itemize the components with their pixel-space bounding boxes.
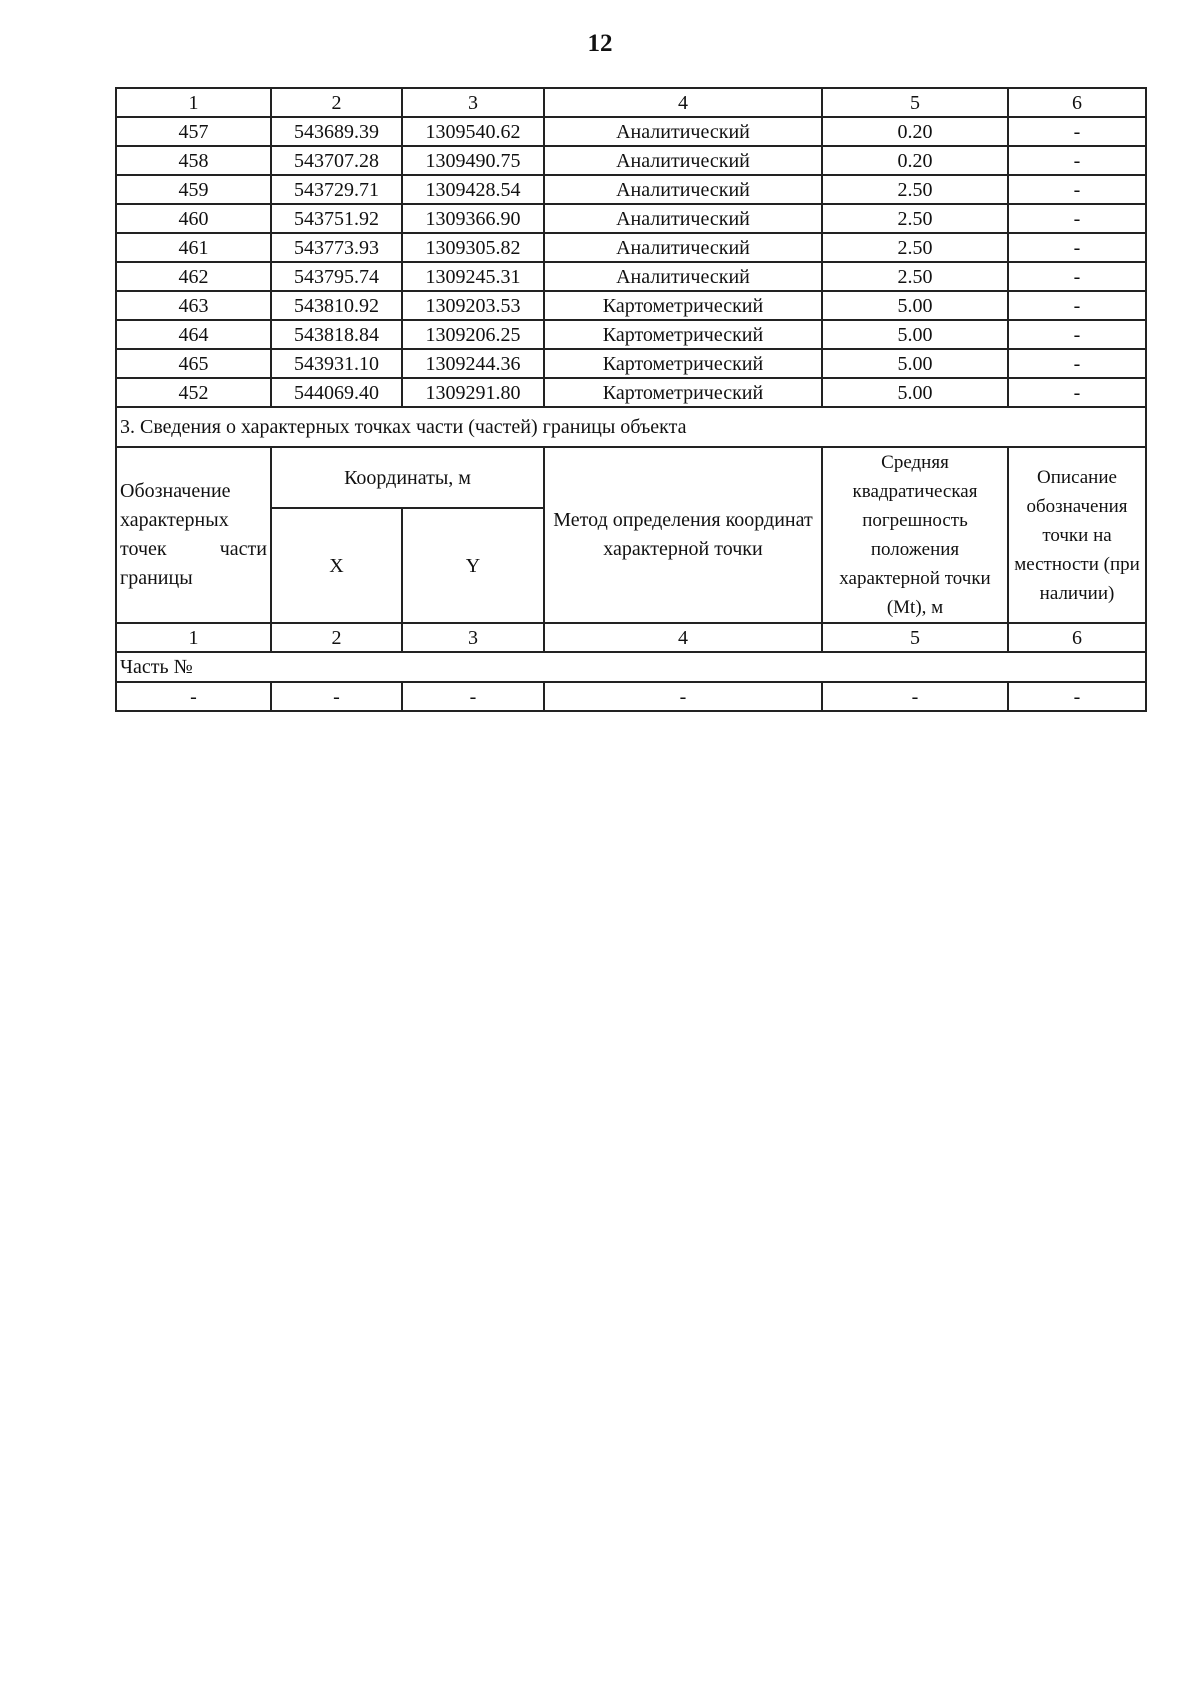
header-error: Средняя квадратическая погрешность положения характерной точки (Mt), м (822, 447, 1008, 623)
point-cell: 457 (116, 117, 271, 146)
column-number: 5 (822, 623, 1008, 652)
error-cell: 2.50 (822, 175, 1008, 204)
column-number-row (116, 88, 1146, 117)
point-cell: 465 (116, 349, 271, 378)
y-cell: 1309540.62 (402, 117, 544, 146)
point-cell: 459 (116, 175, 271, 204)
x-cell: 543818.84 (271, 320, 402, 349)
point-cell: 461 (116, 233, 271, 262)
description-cell: - (1008, 175, 1146, 204)
method-cell: Картометрический (544, 320, 822, 349)
part-label: Часть № (116, 652, 1146, 682)
point-cell: 460 (116, 204, 271, 233)
y-cell: 1309305.82 (402, 233, 544, 262)
table-row (116, 204, 1146, 233)
y-cell: 1309245.31 (402, 262, 544, 291)
empty-cell: - (402, 682, 544, 711)
coordinates-table (115, 87, 1147, 712)
table-row (116, 117, 1146, 146)
method-cell: Картометрический (544, 378, 822, 407)
method-cell: Аналитический (544, 117, 822, 146)
error-cell: 5.00 (822, 378, 1008, 407)
table-row (116, 320, 1146, 349)
x-cell: 543773.93 (271, 233, 402, 262)
header-description: Описание обозначения точки на местности (при наличии) (1008, 447, 1146, 623)
method-cell: Картометрический (544, 291, 822, 320)
column-number: 1 (116, 88, 271, 117)
column-number-row (116, 623, 1146, 652)
description-cell: - (1008, 146, 1146, 175)
header-method: Метод определения координат характерной точки (544, 447, 822, 623)
column-number: 4 (544, 88, 822, 117)
column-number: 5 (822, 88, 1008, 117)
description-cell: - (1008, 378, 1146, 407)
point-cell: 452 (116, 378, 271, 407)
empty-cell: - (271, 682, 402, 711)
y-cell: 1309490.75 (402, 146, 544, 175)
y-cell: 1309206.25 (402, 320, 544, 349)
table-row (116, 146, 1146, 175)
column-number: 3 (402, 623, 544, 652)
column-number: 2 (271, 88, 402, 117)
table-row (116, 175, 1146, 204)
y-cell: 1309366.90 (402, 204, 544, 233)
table-row (116, 349, 1146, 378)
column-number: 4 (544, 623, 822, 652)
y-cell: 1309203.53 (402, 291, 544, 320)
table-row (116, 378, 1146, 407)
description-cell: - (1008, 262, 1146, 291)
column-number: 6 (1008, 623, 1146, 652)
error-cell: 2.50 (822, 233, 1008, 262)
description-cell: - (1008, 320, 1146, 349)
y-cell: 1309428.54 (402, 175, 544, 204)
error-cell: 5.00 (822, 349, 1008, 378)
column-number: 6 (1008, 88, 1146, 117)
error-cell: 5.00 (822, 291, 1008, 320)
empty-cell: - (822, 682, 1008, 711)
description-cell: - (1008, 233, 1146, 262)
x-cell: 543795.74 (271, 262, 402, 291)
table-row (116, 233, 1146, 262)
x-cell: 543729.71 (271, 175, 402, 204)
header-coordinates: Координаты, м (271, 447, 544, 508)
point-cell: 458 (116, 146, 271, 175)
header-x: X (271, 508, 402, 623)
header-row-top (116, 447, 1146, 508)
error-cell: 5.00 (822, 320, 1008, 349)
section-title: 3. Сведения о характерных точках части (частей) границы объекта (116, 407, 1146, 447)
column-number: 1 (116, 623, 271, 652)
error-cell: 0.20 (822, 146, 1008, 175)
error-cell: 2.50 (822, 262, 1008, 291)
header-point-label: Обозначение характерных точек части границы (116, 447, 271, 623)
error-cell: 0.20 (822, 117, 1008, 146)
method-cell: Картометрический (544, 349, 822, 378)
error-cell: 2.50 (822, 204, 1008, 233)
page-number: 12 (587, 30, 613, 57)
table-body-upper (116, 88, 1146, 711)
x-cell: 543707.28 (271, 146, 402, 175)
table-row (116, 682, 1146, 711)
point-cell: 464 (116, 320, 271, 349)
column-number: 3 (402, 88, 544, 117)
method-cell: Аналитический (544, 233, 822, 262)
method-cell: Аналитический (544, 204, 822, 233)
x-cell: 543689.39 (271, 117, 402, 146)
header-y: Y (402, 508, 544, 623)
method-cell: Аналитический (544, 175, 822, 204)
x-cell: 543931.10 (271, 349, 402, 378)
table-row (116, 291, 1146, 320)
part-row (116, 652, 1146, 682)
x-cell: 543751.92 (271, 204, 402, 233)
empty-cell: - (544, 682, 822, 711)
y-cell: 1309291.80 (402, 378, 544, 407)
y-cell: 1309244.36 (402, 349, 544, 378)
table-row (116, 262, 1146, 291)
description-cell: - (1008, 291, 1146, 320)
description-cell: - (1008, 349, 1146, 378)
point-cell: 463 (116, 291, 271, 320)
column-number: 2 (271, 623, 402, 652)
description-cell: - (1008, 204, 1146, 233)
section-title-row (116, 407, 1146, 447)
x-cell: 544069.40 (271, 378, 402, 407)
method-cell: Аналитический (544, 146, 822, 175)
x-cell: 543810.92 (271, 291, 402, 320)
empty-cell: - (116, 682, 271, 711)
empty-cell: - (1008, 682, 1146, 711)
point-cell: 462 (116, 262, 271, 291)
description-cell: - (1008, 117, 1146, 146)
method-cell: Аналитический (544, 262, 822, 291)
